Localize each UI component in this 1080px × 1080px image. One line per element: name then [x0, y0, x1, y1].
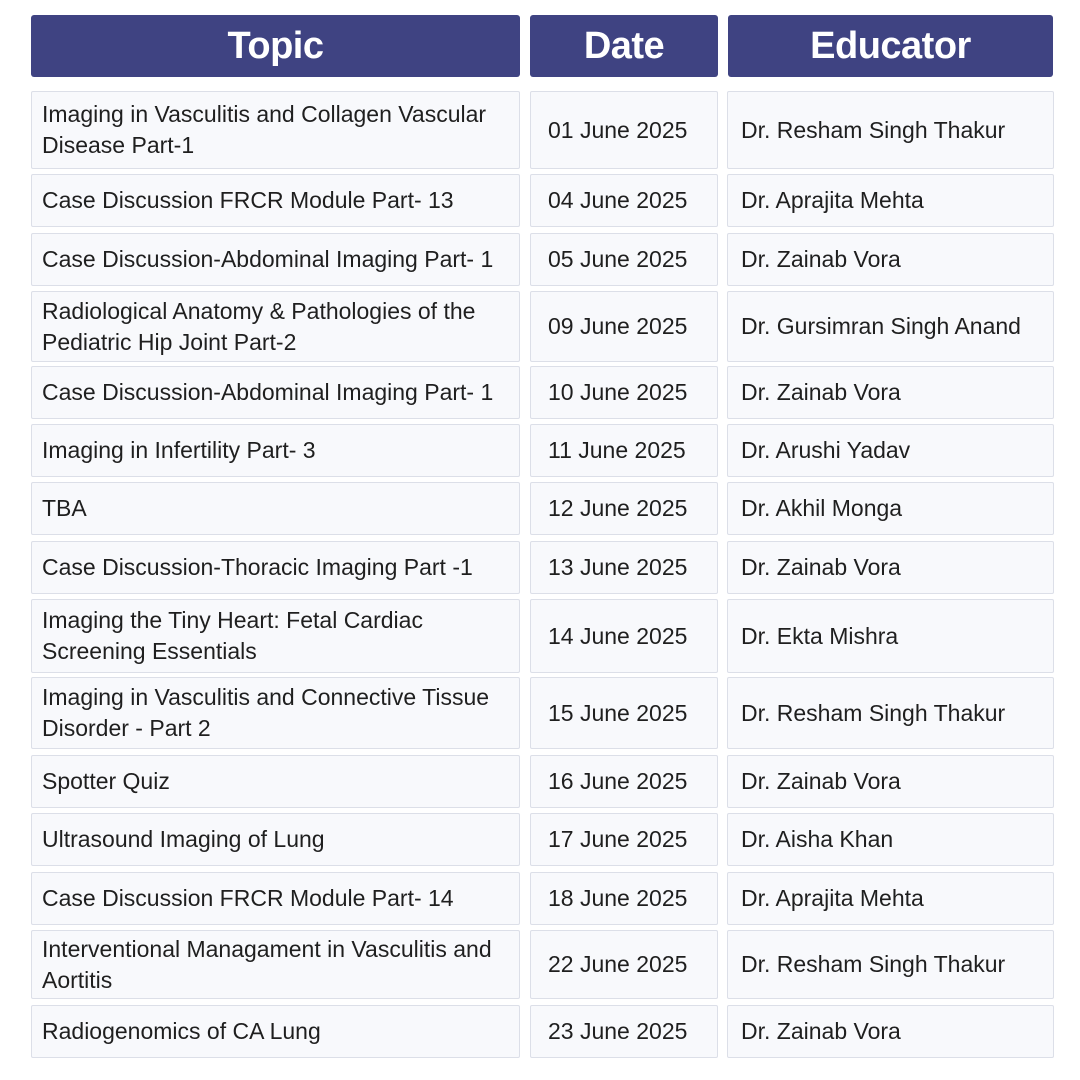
table-cell-date: 14 June 2025	[530, 599, 718, 673]
table-cell-date: 04 June 2025	[530, 174, 718, 227]
table-cell-topic: Interventional Managament in Vasculitis and Aortitis	[31, 930, 520, 999]
table-cell-date: 23 June 2025	[530, 1005, 718, 1058]
table-cell-date: 09 June 2025	[530, 291, 718, 362]
table-cell-topic: Radiogenomics of CA Lung	[31, 1005, 520, 1058]
table-cell-educator: Dr. Aprajita Mehta	[727, 174, 1054, 227]
table-cell-educator: Dr. Resham Singh Thakur	[727, 677, 1054, 749]
table-cell-date: 01 June 2025	[530, 91, 718, 169]
table-cell-topic: Imaging in Vasculitis and Connective Tissue Disorder - Part 2	[31, 677, 520, 749]
table-cell-date: 05 June 2025	[530, 233, 718, 286]
header-date: Date	[530, 15, 718, 77]
table-cell-educator: Dr. Ekta Mishra	[727, 599, 1054, 673]
table-cell-date: 18 June 2025	[530, 872, 718, 925]
table-cell-educator: Dr. Aisha Khan	[727, 813, 1054, 866]
table-cell-topic: Radiological Anatomy & Pathologies of the Pediatric Hip Joint Part-2	[31, 291, 520, 362]
header-educator: Educator	[728, 15, 1053, 77]
table-cell-topic: Imaging in Vasculitis and Collagen Vascular Disease Part-1	[31, 91, 520, 169]
table-cell-date: 11 June 2025	[530, 424, 718, 477]
table-cell-date: 10 June 2025	[530, 366, 718, 419]
table-cell-educator: Dr. Arushi Yadav	[727, 424, 1054, 477]
header-topic: Topic	[31, 15, 520, 77]
table-cell-topic: Imaging in Infertility Part- 3	[31, 424, 520, 477]
table-cell-topic: Ultrasound Imaging of Lung	[31, 813, 520, 866]
table-cell-educator: Dr. Zainab Vora	[727, 233, 1054, 286]
table-cell-educator: Dr. Zainab Vora	[727, 366, 1054, 419]
table-cell-educator: Dr. Resham Singh Thakur	[727, 91, 1054, 169]
table-cell-educator: Dr. Aprajita Mehta	[727, 872, 1054, 925]
table-cell-topic: Case Discussion FRCR Module Part- 13	[31, 174, 520, 227]
table-cell-educator: Dr. Gursimran Singh Anand	[727, 291, 1054, 362]
table-cell-educator: Dr. Zainab Vora	[727, 755, 1054, 808]
table-cell-date: 16 June 2025	[530, 755, 718, 808]
table-cell-date: 15 June 2025	[530, 677, 718, 749]
table-cell-topic: Case Discussion-Abdominal Imaging Part- 1	[31, 233, 520, 286]
table-cell-topic: Case Discussion-Thoracic Imaging Part -1	[31, 541, 520, 594]
table-cell-topic: Imaging the Tiny Heart: Fetal Cardiac Screening Essentials	[31, 599, 520, 673]
table-cell-educator: Dr. Zainab Vora	[727, 1005, 1054, 1058]
table-cell-topic: Case Discussion-Abdominal Imaging Part- 1	[31, 366, 520, 419]
table-cell-educator: Dr. Akhil Monga	[727, 482, 1054, 535]
table-cell-educator: Dr. Resham Singh Thakur	[727, 930, 1054, 999]
table-cell-date: 12 June 2025	[530, 482, 718, 535]
table-cell-date: 13 June 2025	[530, 541, 718, 594]
table-cell-date: 22 June 2025	[530, 930, 718, 999]
table-cell-topic: TBA	[31, 482, 520, 535]
table-cell-topic: Case Discussion FRCR Module Part- 14	[31, 872, 520, 925]
table-cell-date: 17 June 2025	[530, 813, 718, 866]
table-cell-topic: Spotter Quiz	[31, 755, 520, 808]
table-cell-educator: Dr. Zainab Vora	[727, 541, 1054, 594]
